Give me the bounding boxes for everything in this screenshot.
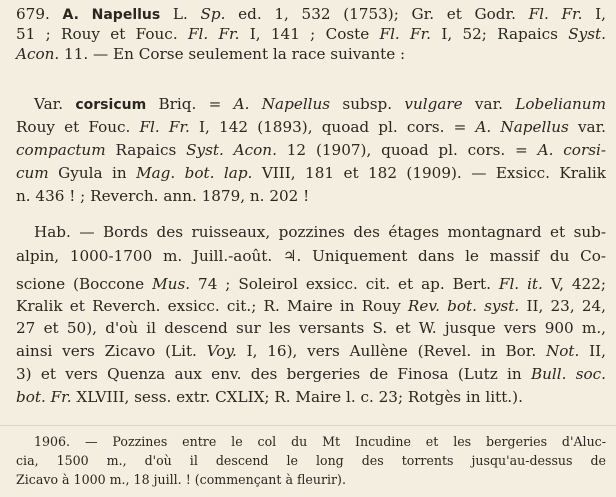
note-line-1: 1906. — Pozzines entre le col du Mt Incudine et les bergeries d'Aluc- [34,434,606,449]
variety-line-2: Rouy et Fouc. Fl. Fr. I, 142 (1893), quoad pl. cors. = A. Napellus var. [16,118,607,136]
entry-line-2: 51 ; Rouy et Fouc. Fl. Fr. I, 141 ; Coste Fl. Fr. I, 52; Rapaics Syst. [16,25,606,43]
habitat-line-2: alpin, 1000-1700 m. Juill.-août. ♃. Uniquement dans le massif du Co- [16,247,606,265]
entry-line-1: 679. A. Napellus L. Sp. ed. 1, 532 (1753); Gr. et Godr. Fl. Fr. I, [16,5,606,23]
habitat-line-7: 3) et vers Quenza aux env. des bergeries de Finosa (Lutz in Bull. soc. [16,365,606,383]
habitat-line-5: 27 et 50), d'où il descend sur les versants S. et W. jusque vers 900 m., [16,319,606,337]
habitat-line-4: Kralik et Reverch. exsicc. cit.; R. Maire in Rouy Rev. bot. syst. II, 23, 24, [16,297,607,315]
habitat-line-1: Hab. — Bords des ruisseaux, pozzines des étages montagnard et sub- [34,223,606,241]
species-name: A. Napellus [62,7,161,23]
variety-line-5: n. 436 ! ; Reverch. ann. 1879, n. 202 ! [16,187,310,205]
note-line-3: Zicavo à 1000 m., 18 juill. ! (commençant à fleurir). [16,472,346,487]
variety-line-3: compactum Rapaics Syst. Acon. 12 (1907), quoad pl. cors. = A. corsi- [16,141,606,159]
section-divider [0,425,616,426]
entry-line-3: Acon. 11. — En Corse seulement la race suivante : [16,45,406,63]
habitat-line-8: bot. Fr. XLVIII, sess. extr. CXLIX; R. Maire l. c. 23; Rotgès in litt.). [16,388,523,406]
variety-line-1: Var. corsicum Briq. = A. Napellus subsp. vulgare var. Lobelianum [34,95,606,113]
habitat-line-3: scione (Boccone Mus. 74 ; Soleirol exsicc. cit. et ap. Bert. Fl. it. V, 422; [16,275,607,293]
habitat-line-6: ainsi vers Zicavo (Lit. Voy. I, 16), vers Aullène (Revel. in Bor. Not. II, [16,342,606,360]
variety-line-4: cum Gyula in Mag. bot. lap. VIII, 181 et 182 (1909). — Exsicc. Kralik [16,164,606,182]
variety-name: corsicum [75,97,147,113]
note-line-2: cia, 1500 m., d'où il descend le long des torrents jusqu'au-dessus de [16,453,606,468]
